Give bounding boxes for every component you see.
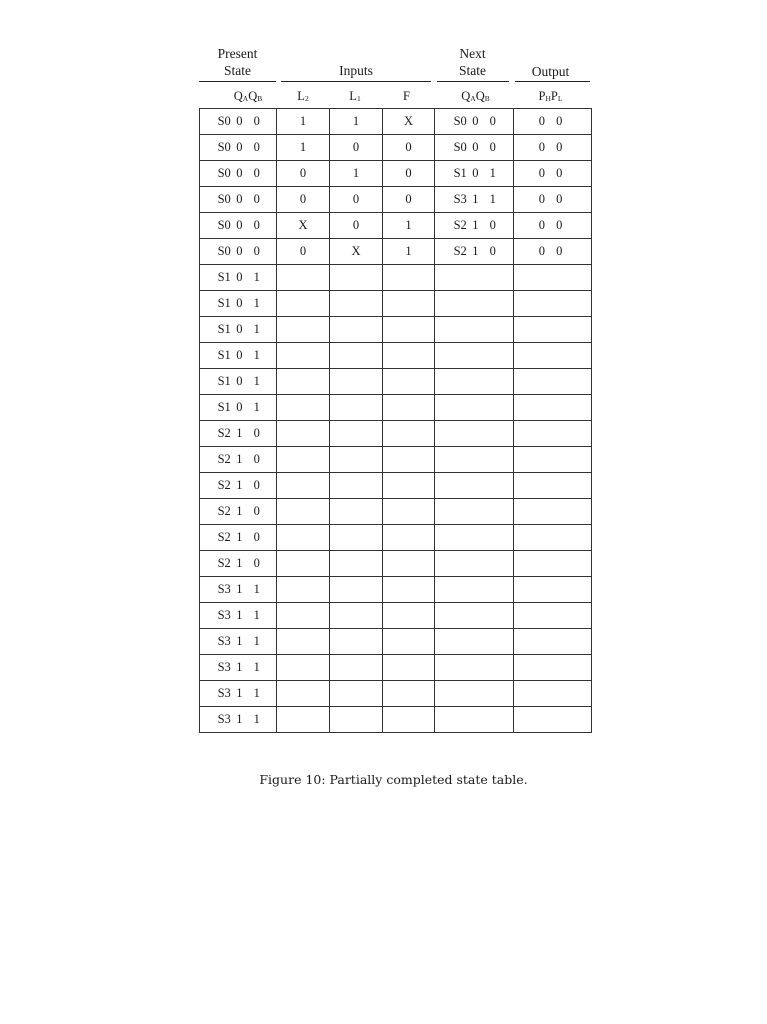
present-state-cell [200, 291, 277, 317]
present-state-cell [200, 525, 277, 551]
present-state-cell [200, 447, 277, 473]
sym-q: Q [248, 89, 258, 103]
subheader-next-qaqb [436, 89, 515, 104]
input-l1-cell [330, 317, 383, 343]
input-l1-cell [330, 291, 383, 317]
input-l2-cell [277, 447, 330, 473]
output-bits: 0 0 [538, 218, 567, 232]
next-state-cell [435, 343, 514, 369]
input-f-cell [383, 421, 435, 447]
table-row [200, 317, 592, 343]
table-row [200, 603, 592, 629]
output-cell [514, 655, 592, 681]
present-state-bits: 1 1 [236, 634, 264, 648]
present-state-label: S3 [217, 582, 231, 596]
present-state-bits: 1 0 [236, 426, 264, 440]
sym-q: Q [461, 89, 471, 103]
next-state-cell [435, 161, 514, 187]
present-state-bits: 0 0 [236, 114, 264, 128]
next-state-label: S0 [453, 140, 467, 154]
next-state-cell [435, 421, 514, 447]
input-l1-cell [330, 629, 383, 655]
present-state-cell [200, 629, 277, 655]
next-state-cell [435, 655, 514, 681]
present-state-label: S1 [217, 322, 231, 336]
input-l2-cell [277, 525, 330, 551]
present-state-cell [200, 317, 277, 343]
input-l2-cell [277, 265, 330, 291]
present-state-cell [200, 655, 277, 681]
input-l1-cell [330, 473, 383, 499]
input-l2-cell [277, 603, 330, 629]
next-state-label: S0 [453, 114, 467, 128]
present-state-label: S3 [217, 712, 231, 726]
output-cell [514, 473, 592, 499]
next-state-bits: 0 0 [472, 140, 500, 154]
present-state-cell [200, 343, 277, 369]
input-l1-cell [330, 343, 383, 369]
input-l2-cell [277, 343, 330, 369]
output-cell [514, 447, 592, 473]
next-state-cell [435, 473, 514, 499]
input-l2-cell [277, 291, 330, 317]
present-state-bits: 0 0 [236, 166, 264, 180]
input-l2-cell [277, 551, 330, 577]
output-cell [514, 603, 592, 629]
table-row [200, 265, 592, 291]
table-row [200, 655, 592, 681]
inputs-header: Inputs [339, 63, 373, 78]
table-row [200, 239, 592, 265]
output-cell [514, 369, 592, 395]
input-l2-cell [277, 369, 330, 395]
input-l2-cell: 0 [277, 161, 330, 187]
input-f-cell [383, 525, 435, 551]
present-state-bits: 0 0 [236, 244, 264, 258]
present-state-label: S0 [217, 166, 231, 180]
subheader-l2 [277, 89, 329, 104]
present-state-cell [200, 499, 277, 525]
input-l2-cell [277, 577, 330, 603]
present-state-label: S0 [217, 244, 231, 258]
input-f-cell [383, 629, 435, 655]
next-state-bits: 1 0 [472, 244, 500, 258]
input-l2-cell [277, 395, 330, 421]
input-l2-cell: 0 [277, 187, 330, 213]
next-state-bits: 1 1 [472, 192, 500, 206]
output-bits: 0 0 [538, 244, 567, 258]
input-f-cell: 1 [383, 213, 435, 239]
present-state-cell [200, 135, 277, 161]
next-state-label: S2 [453, 244, 467, 258]
next-state-header-line1: Next [459, 46, 486, 61]
input-l1-cell [330, 395, 383, 421]
present-state-label: S0 [217, 114, 231, 128]
next-state-cell [435, 629, 514, 655]
present-state-cell [200, 239, 277, 265]
present-state-header-line1: Present [217, 46, 258, 61]
next-state-label: S1 [453, 166, 467, 180]
output-cell [514, 681, 592, 707]
present-state-label: S3 [217, 686, 231, 700]
input-f-cell [383, 603, 435, 629]
table-row [200, 499, 592, 525]
present-state-label: S2 [217, 504, 231, 518]
table-row [200, 681, 592, 707]
present-state-cell [200, 473, 277, 499]
figure-caption: Figure 10: Partially completed state table. [259, 772, 528, 787]
output-cell [514, 499, 592, 525]
output-cell [514, 577, 592, 603]
sub-a: A [242, 94, 249, 103]
output-cell [514, 213, 592, 239]
output-bits: 0 0 [538, 166, 567, 180]
input-l2-cell: 1 [277, 109, 330, 135]
input-f-cell [383, 681, 435, 707]
present-state-bits: 1 1 [236, 686, 264, 700]
input-l2-cell [277, 421, 330, 447]
present-state-label: S1 [217, 348, 231, 362]
present-state-bits: 1 0 [236, 556, 264, 570]
present-state-bits: 0 1 [236, 374, 264, 388]
sub-b: B [257, 94, 263, 103]
present-state-bits: 0 1 [236, 400, 264, 414]
output-bits: 0 0 [538, 192, 567, 206]
next-state-cell [435, 239, 514, 265]
input-l1-cell [330, 655, 383, 681]
table-row [200, 291, 592, 317]
next-state-cell [435, 265, 514, 291]
input-l1-cell: 0 [330, 135, 383, 161]
present-state-cell [200, 577, 277, 603]
input-l1-cell [330, 499, 383, 525]
input-f-cell [383, 707, 435, 733]
subheader-output-phpl [512, 89, 589, 104]
present-state-label: S1 [217, 296, 231, 310]
sym-q: Q [233, 89, 243, 103]
next-state-label: S3 [453, 192, 467, 206]
table-row [200, 525, 592, 551]
input-f-cell [383, 551, 435, 577]
next-state-cell [435, 291, 514, 317]
present-state-label: S0 [217, 218, 231, 232]
input-f-cell [383, 317, 435, 343]
sub-1: 1 [356, 94, 361, 103]
table-row [200, 577, 592, 603]
input-l1-cell: 0 [330, 213, 383, 239]
present-state-label: S3 [217, 660, 231, 674]
present-state-cell [200, 265, 277, 291]
input-f-cell [383, 343, 435, 369]
present-state-label: S2 [217, 426, 231, 440]
present-state-label: S0 [217, 140, 231, 154]
present-state-cell [200, 707, 277, 733]
sub-b: B [484, 94, 490, 103]
sym-q: Q [475, 89, 485, 103]
present-state-bits: 1 1 [236, 660, 264, 674]
present-state-bits: 1 0 [236, 504, 264, 518]
table-row [200, 421, 592, 447]
input-l1-cell [330, 265, 383, 291]
output-cell [514, 551, 592, 577]
table-row [200, 343, 592, 369]
output-bits: 0 0 [538, 140, 567, 154]
input-l1-cell [330, 525, 383, 551]
input-l2-cell: 0 [277, 239, 330, 265]
table-row [200, 135, 592, 161]
output-cell [514, 707, 592, 733]
input-l1-cell [330, 369, 383, 395]
input-f-cell [383, 369, 435, 395]
next-state-rule [437, 81, 509, 82]
inputs-rule [281, 81, 431, 82]
input-f-cell [383, 265, 435, 291]
sym-l: L [349, 89, 357, 103]
input-f-cell: 0 [383, 161, 435, 187]
next-state-cell [435, 681, 514, 707]
input-f-cell [383, 473, 435, 499]
next-state-header [434, 45, 511, 79]
next-state-cell [435, 603, 514, 629]
state-table [199, 108, 592, 733]
input-l1-cell [330, 681, 383, 707]
input-l2-cell: X [277, 213, 330, 239]
next-state-cell [435, 499, 514, 525]
table-row [200, 551, 592, 577]
table-row [200, 161, 592, 187]
present-state-label: S0 [217, 192, 231, 206]
output-cell [514, 343, 592, 369]
present-state-label: S3 [217, 634, 231, 648]
output-cell [514, 265, 592, 291]
present-state-cell [200, 551, 277, 577]
input-f-cell [383, 577, 435, 603]
next-state-cell [435, 369, 514, 395]
table-row [200, 447, 592, 473]
next-state-cell [435, 707, 514, 733]
present-state-label: S2 [217, 478, 231, 492]
input-f-cell: 1 [383, 239, 435, 265]
input-l1-cell [330, 577, 383, 603]
input-f-cell [383, 655, 435, 681]
present-state-cell [200, 421, 277, 447]
input-l1-cell [330, 447, 383, 473]
present-state-cell [200, 109, 277, 135]
next-state-cell [435, 447, 514, 473]
present-state-bits: 1 1 [236, 712, 264, 726]
next-state-cell [435, 213, 514, 239]
table-row [200, 629, 592, 655]
output-cell [514, 187, 592, 213]
present-state-bits: 0 1 [236, 270, 264, 284]
present-state-label: S2 [217, 556, 231, 570]
present-state-bits: 0 0 [236, 218, 264, 232]
output-cell [514, 395, 592, 421]
input-l1-cell [330, 707, 383, 733]
output-cell [514, 239, 592, 265]
present-state-cell [200, 161, 277, 187]
present-state-cell [200, 603, 277, 629]
present-state-bits: 0 0 [236, 192, 264, 206]
input-l2-cell: 1 [277, 135, 330, 161]
next-state-bits: 1 0 [472, 218, 500, 232]
subheader-l1 [329, 89, 381, 104]
output-cell [514, 291, 592, 317]
input-f-cell: 0 [383, 135, 435, 161]
subheader-f: F [403, 89, 410, 103]
sym-l: L [297, 89, 305, 103]
present-state-bits: 1 0 [236, 478, 264, 492]
output-header: Output [531, 64, 570, 79]
input-l2-cell [277, 499, 330, 525]
output-bits: 0 0 [538, 114, 567, 128]
table-row [200, 707, 592, 733]
input-l2-cell [277, 707, 330, 733]
sub-l: L [557, 94, 563, 103]
output-cell [514, 629, 592, 655]
present-state-label: S1 [217, 270, 231, 284]
present-state-rule [199, 81, 276, 82]
present-state-cell [200, 369, 277, 395]
table-row [200, 395, 592, 421]
sub-a: A [470, 94, 476, 103]
present-state-cell [200, 187, 277, 213]
present-state-label: S3 [217, 608, 231, 622]
output-cell [514, 135, 592, 161]
table-row [200, 213, 592, 239]
present-state-bits: 0 1 [236, 348, 264, 362]
input-l1-cell: X [330, 239, 383, 265]
sub-2: 2 [304, 94, 309, 103]
next-state-cell [435, 577, 514, 603]
input-f-cell [383, 447, 435, 473]
present-state-label: S1 [217, 374, 231, 388]
input-l2-cell [277, 629, 330, 655]
output-cell [514, 161, 592, 187]
present-state-cell [200, 213, 277, 239]
input-f-cell [383, 395, 435, 421]
table-row [200, 187, 592, 213]
present-state-cell [200, 395, 277, 421]
sub-h: H [545, 94, 551, 103]
input-l1-cell: 0 [330, 187, 383, 213]
input-f-cell: 0 [383, 187, 435, 213]
input-l2-cell [277, 655, 330, 681]
next-state-cell [435, 551, 514, 577]
input-f-cell [383, 499, 435, 525]
input-l1-cell [330, 421, 383, 447]
present-state-bits: 0 1 [236, 296, 264, 310]
present-state-cell [200, 681, 277, 707]
present-state-bits: 1 0 [236, 452, 264, 466]
next-state-bits: 0 0 [472, 114, 500, 128]
output-cell [514, 421, 592, 447]
input-l1-cell: 1 [330, 161, 383, 187]
next-state-cell [435, 525, 514, 551]
input-l2-cell [277, 317, 330, 343]
next-state-cell [435, 395, 514, 421]
present-state-label: S2 [217, 452, 231, 466]
next-state-cell [435, 135, 514, 161]
output-cell [514, 109, 592, 135]
input-l1-cell: 1 [330, 109, 383, 135]
output-cell [514, 525, 592, 551]
input-l1-cell [330, 603, 383, 629]
present-state-label: S2 [217, 530, 231, 544]
sym-p: P [538, 89, 546, 103]
present-state-bits: 0 0 [236, 140, 264, 154]
present-state-header-line2: State [224, 63, 251, 78]
next-state-bits: 0 1 [472, 166, 500, 180]
next-state-cell [435, 187, 514, 213]
present-state-header [199, 45, 276, 79]
input-l1-cell [330, 551, 383, 577]
sym-p: P [550, 89, 558, 103]
present-state-bits: 1 0 [236, 530, 264, 544]
next-state-label: S2 [453, 218, 467, 232]
state-table-body [200, 109, 592, 733]
table-row [200, 473, 592, 499]
input-f-cell [383, 291, 435, 317]
table-row [200, 109, 592, 135]
present-state-bits: 0 1 [236, 322, 264, 336]
table-row [200, 369, 592, 395]
present-state-bits: 1 1 [236, 582, 264, 596]
input-f-cell: X [383, 109, 435, 135]
next-state-cell [435, 109, 514, 135]
output-rule [515, 81, 590, 82]
input-l2-cell [277, 681, 330, 707]
next-state-header-line2: State [459, 63, 486, 78]
next-state-cell [435, 317, 514, 343]
output-cell [514, 317, 592, 343]
present-state-label: S1 [217, 400, 231, 414]
subheader-present-qaqb [218, 89, 278, 104]
input-l2-cell [277, 473, 330, 499]
present-state-bits: 1 1 [236, 608, 264, 622]
